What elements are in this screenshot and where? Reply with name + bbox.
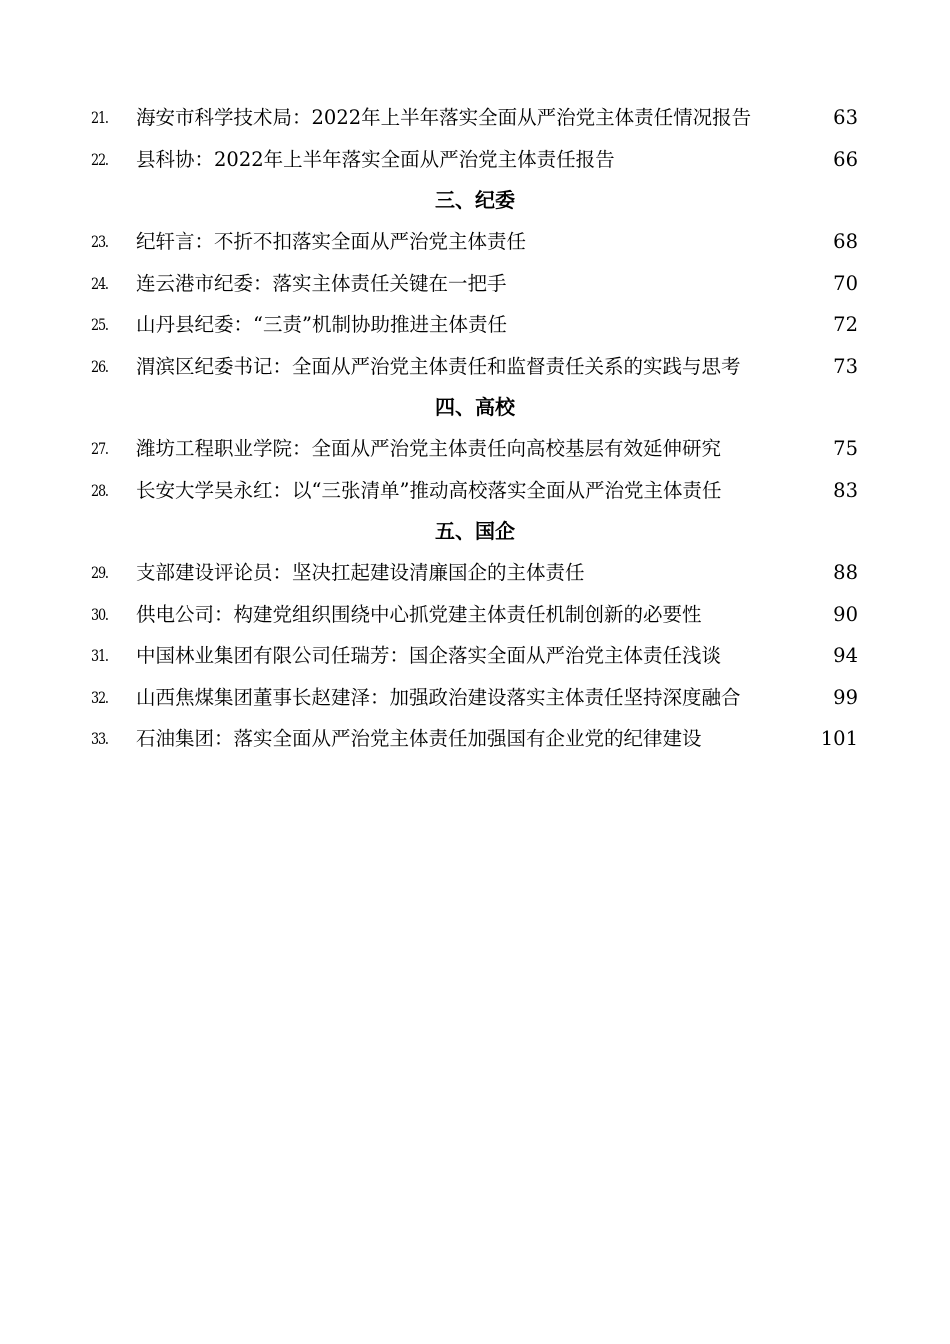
entry-page-number: 75 — [833, 437, 858, 460]
entry-page-number: 90 — [833, 602, 858, 626]
section-heading-state-owned-enterprises: 五、国企 — [435, 519, 515, 543]
toc-entry-27[interactable] — [0, 428, 950, 470]
entry-page-number: 66 — [833, 147, 858, 171]
entry-title: 石油集团：落实全面从严治党主体责任加强国有企业党的纪律建设 — [136, 727, 702, 750]
toc-entry-30[interactable] — [0, 594, 950, 636]
entry-number: 28. — [91, 480, 108, 500]
entry-title: 山丹县纪委：“三责”机制协助推进主体责任 — [136, 313, 507, 336]
entry-title: 供电公司：构建党组织围绕中心抓党建主体责任机制创新的必要性 — [136, 602, 702, 626]
toc-entry-29[interactable] — [0, 552, 950, 594]
entry-page-number: 101 — [820, 727, 858, 750]
entry-number: 24. — [91, 273, 108, 293]
entry-title: 连云港市纪委：落实主体责任关键在一把手 — [136, 271, 507, 295]
entry-title: 海安市科学技术局：2022年上半年落实全面从严治党主体责任情况报告 — [136, 106, 752, 129]
toc-entry-23[interactable] — [0, 221, 950, 263]
entry-title: 中国林业集团有限公司任瑞芳：国企落实全面从严治党主体责任浅谈 — [136, 644, 722, 667]
entry-number: 23. — [91, 232, 108, 251]
entry-page-number: 73 — [833, 354, 858, 378]
entry-title: 县科协：2022年上半年落实全面从严治党主体责任报告 — [136, 147, 615, 171]
entry-number: 21. — [91, 108, 108, 127]
toc-entry-21[interactable] — [0, 97, 950, 139]
toc-entry-22[interactable] — [0, 139, 950, 181]
entry-number: 32. — [91, 687, 108, 707]
entry-number: 33. — [91, 729, 108, 748]
entry-title: 长安大学吴永红：以“三张清单”推动高校落实全面从严治党主体责任 — [136, 478, 722, 502]
entry-title: 纪轩言：不折不扣落实全面从严治党主体责任 — [136, 230, 527, 253]
entry-title: 潍坊工程职业学院：全面从严治党主体责任向高校基层有效延伸研究 — [136, 437, 722, 460]
toc-entry-28[interactable] — [0, 470, 950, 512]
toc-entry-33[interactable] — [0, 718, 950, 760]
toc-entry-26[interactable] — [0, 346, 950, 388]
entry-number: 25. — [91, 315, 108, 334]
entry-page-number: 88 — [833, 561, 858, 584]
entry-number: 31. — [91, 646, 108, 665]
entry-page-number: 70 — [833, 271, 858, 295]
entry-page-number: 94 — [833, 644, 858, 667]
entry-number: 22. — [91, 149, 108, 169]
table-of-contents — [0, 97, 950, 760]
entry-page-number: 63 — [833, 106, 858, 129]
entry-title: 支部建设评论员：坚决扛起建设清廉国企的主体责任 — [136, 561, 585, 584]
entry-number: 30. — [91, 604, 108, 624]
toc-entry-31[interactable] — [0, 635, 950, 677]
entry-title: 渭滨区纪委书记：全面从严治党主体责任和监督责任关系的实践与思考 — [136, 354, 741, 378]
toc-entry-24[interactable] — [0, 263, 950, 305]
toc-entry-25[interactable] — [0, 304, 950, 346]
section-heading-universities: 四、高校 — [435, 395, 515, 419]
entry-page-number: 99 — [833, 685, 858, 709]
toc-entry-32[interactable] — [0, 677, 950, 719]
entry-number: 29. — [91, 563, 108, 582]
entry-page-number: 68 — [833, 230, 858, 253]
entry-page-number: 83 — [833, 478, 858, 502]
entry-number: 27. — [91, 439, 108, 458]
section-heading-discipline-commission: 三、纪委 — [435, 188, 515, 212]
entry-page-number: 72 — [833, 313, 858, 336]
entry-number: 26. — [91, 356, 108, 376]
entry-title: 山西焦煤集团董事长赵建泽：加强政治建设落实主体责任坚持深度融合 — [136, 685, 741, 709]
